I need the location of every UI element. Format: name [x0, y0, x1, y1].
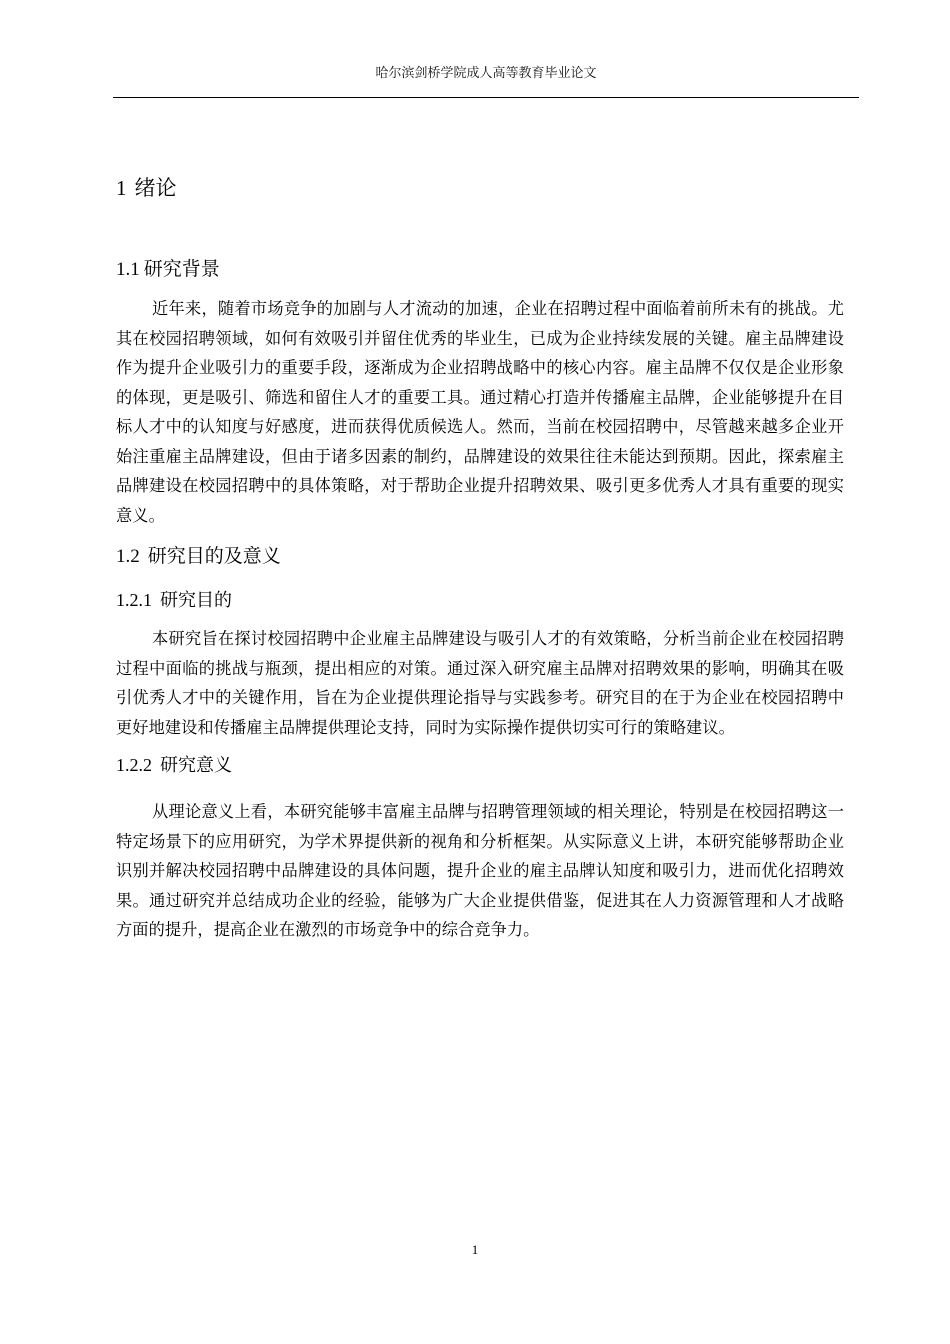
page-number: 1 — [471, 1242, 479, 1257]
paragraph-research-purpose: 本研究旨在探讨校园招聘中企业雇主品牌建设与吸引人才的有效策略，分析当前企业在校园招聘过程中面临的挑战与瓶颈，提出相应的对策。通过深入研究雇主品牌对招聘效果的影响，明确其在吸引优秀人才中的关键作用，旨在为企业提供理论指导与实践参考。研究目的在于为企业在校园招聘中更好地建设和传播雇主品牌提供理论支持，同时为实际操作提供切实可行的策略建议。 — [116, 629, 844, 737]
chapter-number: 1 — [116, 176, 127, 200]
section-number-1-2-1: 1.2.1 — [116, 590, 152, 610]
section-title-1-2-1: 研究目的 — [160, 590, 232, 611]
document-body — [116, 168, 844, 945]
section-number-1-2-2: 1.2.2 — [116, 755, 152, 775]
chapter-title: 绪论 — [134, 176, 177, 200]
paragraph-research-significance: 从理论意义上看，本研究能够丰富雇主品牌与招聘管理领域的相关理论，特别是在校园招聘这一特定场景下的应用研究，为学术界提供新的视角和分析框架。从实际意义上讲，本研究能够帮助企业识别并解决校园招聘中品牌建设的具体问题，提升企业的雇主品牌认知度和吸引力，进而优化招聘效果。通过研究并总结成功企业的经验，能够为广大企业提供借鉴，促进其在人力资源管理和人才战略方面的提升，提高企业在激烈的市场竞争中的综合竞争力。 — [116, 802, 844, 939]
paragraph-research-background: 近年来，随着市场竞争的加剧与人才流动的加速，企业在招聘过程中面临着前所未有的挑战。尤其在校园招聘领域，如何有效吸引并留住优秀的毕业生，已成为企业持续发展的关键。雇主品牌建设作为提升企业吸引力的重要手段，逐渐成为企业招聘战略中的核心内容。雇主品牌不仅仅是企业形象的体现，更是吸引、筛选和留住人才的重要工具。通过精心打造并传播雇主品牌，企业能够提升在目标人才中的认知度与好感度，进而获得优质候选人。然而，当前在校园招聘中，尽管越来越多企业开始注重雇主品牌建设，但由于诸多因素的制约，品牌建设的效果往往未能达到预期。因此，探索雇主品牌建设在校园招聘中的具体策略，对于帮助企业提升招聘效果、吸引更多优秀人才具有重要的现实意义。 — [116, 299, 844, 525]
chapter-heading — [116, 168, 844, 208]
section-heading-1-2-2 — [116, 748, 844, 783]
section-number-1-1: 1.1 — [116, 259, 140, 280]
section-heading-1-1 — [116, 251, 844, 288]
section-title-1-2: 研究目的及意义 — [147, 545, 281, 567]
section-heading-1-2 — [116, 538, 844, 575]
section-title-1-1: 研究背景 — [143, 258, 220, 280]
page-header-title: 哈尔滨剑桥学院成人高等教育毕业论文 — [375, 66, 597, 81]
section-number-1-2: 1.2 — [116, 546, 140, 567]
header-divider — [113, 97, 859, 98]
section-heading-1-2-1 — [116, 583, 844, 618]
section-title-1-2-2: 研究意义 — [160, 755, 232, 776]
